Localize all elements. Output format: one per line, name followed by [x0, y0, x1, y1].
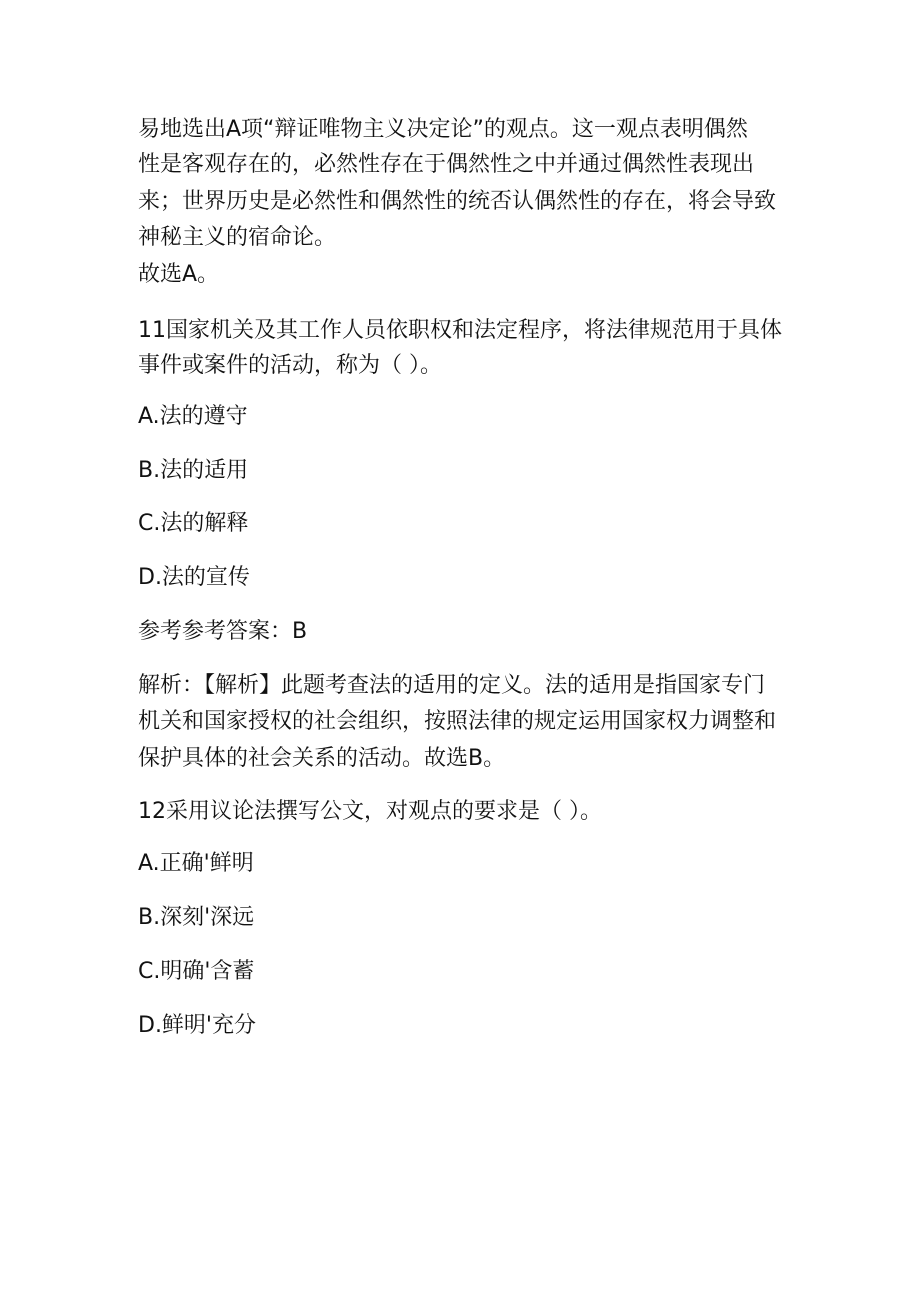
question-11-option-b: B.法的适用 [138, 458, 249, 483]
question-11-option-c: C.法的解释 [138, 511, 249, 536]
question-12-option-d: D.鲜明'充分 [138, 1013, 256, 1038]
explanation-line: 来；世界历史是必然性和偶然性的统否认偶然性的存在，将会导致 [138, 189, 777, 214]
question-12-stem: 12采用议论法撰写公文，对观点的要求是（ ）。 [138, 799, 602, 824]
question-11-analysis: 解析：【解析】此题考查法的适用的定义。法的适用是指国家专门 [138, 673, 766, 698]
question-11-analysis: 机关和国家授权的社会组织，按照法律的规定运用国家权力调整和 [138, 709, 777, 734]
question-11-stem: 11国家机关及其工作人员依职权和法定程序，将法律规范用于具体 [138, 318, 782, 343]
question-11-stem: 事件或案件的活动，称为（ ）。 [138, 353, 442, 378]
question-11-option-a: A.法的遵守 [138, 404, 248, 429]
question-12-option-b: B.深刻'深远 [138, 905, 255, 930]
question-11-analysis: 保护具体的社会关系的活动。故选B。 [138, 746, 506, 771]
question-12-option-a: A.正确'鲜明 [138, 851, 254, 876]
explanation-line: 神秘主义的宿命论。 [138, 225, 337, 250]
question-12-option-c: C.明确'含蓄 [138, 959, 255, 984]
explanation-conclusion: 故选A。 [138, 262, 220, 287]
explanation-line: 易地选出A项“辩证唯物主义决定论”的观点。这一观点表明偶然 [138, 117, 748, 142]
question-11-option-d: D.法的宣传 [138, 565, 250, 590]
question-11-answer: 参考参考答案：B [138, 619, 308, 644]
explanation-line: 性是客观存在的，必然性存在于偶然性之中并通过偶然性表现出 [138, 152, 755, 177]
